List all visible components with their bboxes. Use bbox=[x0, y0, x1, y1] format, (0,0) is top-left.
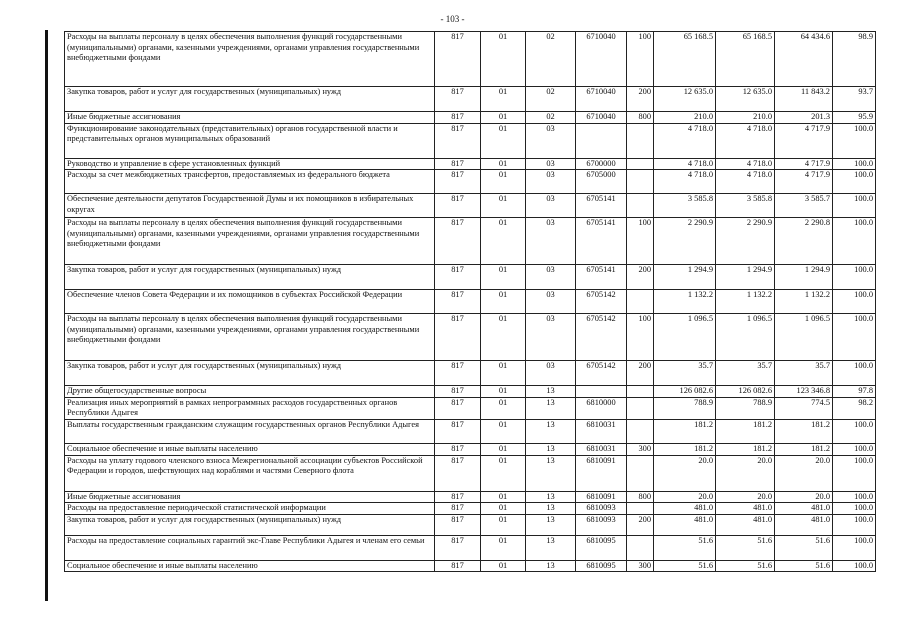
cell-percent: 100.0 bbox=[833, 491, 876, 503]
cell-section: 01 bbox=[481, 397, 526, 419]
cell-ved: 817 bbox=[435, 503, 481, 515]
cell-section: 01 bbox=[481, 218, 526, 265]
table-row bbox=[65, 265, 876, 290]
cell-target-article: 6705141 bbox=[576, 218, 627, 265]
cell-section: 01 bbox=[481, 290, 526, 314]
cell-executed: 2 290.8 bbox=[775, 218, 833, 265]
row-name: Расходы на уплату годового членского взноса Межрегиональной ассоциации субъектов Российской Федерации и городов, шефствующих над кораблями и частями Северного флота bbox=[65, 455, 435, 491]
cell-target-article: 6810000 bbox=[576, 397, 627, 419]
cell-section: 01 bbox=[481, 535, 526, 560]
cell-expense-type bbox=[627, 419, 654, 443]
cell-expense-type: 300 bbox=[627, 560, 654, 572]
cell-refined: 481.0 bbox=[716, 514, 775, 535]
row-name: Другие общегосударственные вопросы bbox=[65, 386, 435, 398]
cell-refined: 65 168.5 bbox=[716, 32, 775, 87]
cell-percent: 100.0 bbox=[833, 560, 876, 572]
cell-ved: 817 bbox=[435, 290, 481, 314]
cell-subsection: 02 bbox=[526, 87, 576, 112]
cell-subsection: 13 bbox=[526, 419, 576, 443]
cell-ved: 817 bbox=[435, 314, 481, 361]
cell-approved: 1 294.9 bbox=[654, 265, 716, 290]
cell-subsection: 03 bbox=[526, 170, 576, 194]
cell-ved: 817 bbox=[435, 514, 481, 535]
cell-approved: 1 132.2 bbox=[654, 290, 716, 314]
cell-percent: 100.0 bbox=[833, 419, 876, 443]
cell-percent: 100.0 bbox=[833, 361, 876, 386]
table-row bbox=[65, 386, 876, 398]
row-name: Расходы на предоставление социальных гарантий экс-Главе Республики Адыгея и членам его семьи bbox=[65, 535, 435, 560]
cell-target-article: 6705142 bbox=[576, 290, 627, 314]
cell-ved: 817 bbox=[435, 123, 481, 158]
cell-target-article bbox=[576, 386, 627, 398]
cell-section: 01 bbox=[481, 514, 526, 535]
cell-ved: 817 bbox=[435, 265, 481, 290]
table-row bbox=[65, 397, 876, 419]
page-number: - 103 - bbox=[440, 14, 465, 24]
cell-refined: 181.2 bbox=[716, 419, 775, 443]
table-body bbox=[65, 32, 876, 572]
cell-target-article: 6710040 bbox=[576, 87, 627, 112]
cell-percent: 100.0 bbox=[833, 514, 876, 535]
cell-percent: 93.7 bbox=[833, 87, 876, 112]
cell-refined: 12 635.0 bbox=[716, 87, 775, 112]
cell-percent: 100.0 bbox=[833, 314, 876, 361]
cell-expense-type: 300 bbox=[627, 443, 654, 455]
row-name: Иные бюджетные ассигнования bbox=[65, 112, 435, 124]
cell-expense-type bbox=[627, 290, 654, 314]
cell-subsection: 03 bbox=[526, 194, 576, 218]
table-row bbox=[65, 491, 876, 503]
cell-section: 01 bbox=[481, 194, 526, 218]
cell-target-article: 6810093 bbox=[576, 503, 627, 515]
cell-section: 01 bbox=[481, 419, 526, 443]
cell-expense-type: 100 bbox=[627, 218, 654, 265]
cell-refined: 4 718.0 bbox=[716, 170, 775, 194]
cell-subsection: 13 bbox=[526, 503, 576, 515]
cell-approved: 481.0 bbox=[654, 503, 716, 515]
cell-ved: 817 bbox=[435, 560, 481, 572]
cell-executed: 1 132.2 bbox=[775, 290, 833, 314]
table-row bbox=[65, 503, 876, 515]
cell-expense-type: 200 bbox=[627, 361, 654, 386]
row-name: Расходы на выплаты персоналу в целях обеспечения выполнения функций государственными (муниципальными) органами, казенными учреждениями, органами управления государственными внебюджетными фондами bbox=[65, 314, 435, 361]
table-row bbox=[65, 158, 876, 170]
cell-target-article: 6810095 bbox=[576, 535, 627, 560]
cell-refined: 481.0 bbox=[716, 503, 775, 515]
table-row bbox=[65, 123, 876, 158]
cell-expense-type bbox=[627, 535, 654, 560]
cell-ved: 817 bbox=[435, 112, 481, 124]
cell-percent: 98.9 bbox=[833, 32, 876, 87]
cell-executed: 20.0 bbox=[775, 455, 833, 491]
cell-target-article: 6810031 bbox=[576, 419, 627, 443]
table-row bbox=[65, 218, 876, 265]
cell-target-article: 6705000 bbox=[576, 170, 627, 194]
cell-refined: 51.6 bbox=[716, 535, 775, 560]
cell-approved: 65 168.5 bbox=[654, 32, 716, 87]
cell-target-article: 6810091 bbox=[576, 455, 627, 491]
cell-subsection: 13 bbox=[526, 455, 576, 491]
cell-expense-type bbox=[627, 123, 654, 158]
cell-section: 01 bbox=[481, 112, 526, 124]
cell-refined: 126 082.6 bbox=[716, 386, 775, 398]
table-row bbox=[65, 314, 876, 361]
cell-ved: 817 bbox=[435, 397, 481, 419]
cell-executed: 3 585.7 bbox=[775, 194, 833, 218]
cell-executed: 64 434.6 bbox=[775, 32, 833, 87]
cell-target-article: 6810095 bbox=[576, 560, 627, 572]
table-row bbox=[65, 419, 876, 443]
table-row bbox=[65, 443, 876, 455]
cell-percent: 100.0 bbox=[833, 443, 876, 455]
cell-expense-type bbox=[627, 386, 654, 398]
cell-target-article: 6810031 bbox=[576, 443, 627, 455]
cell-target-article: 6810093 bbox=[576, 514, 627, 535]
cell-expense-type bbox=[627, 158, 654, 170]
cell-expense-type: 200 bbox=[627, 514, 654, 535]
cell-percent: 100.0 bbox=[833, 503, 876, 515]
cell-approved: 51.6 bbox=[654, 560, 716, 572]
cell-approved: 4 718.0 bbox=[654, 158, 716, 170]
cell-percent: 95.9 bbox=[833, 112, 876, 124]
cell-approved: 3 585.8 bbox=[654, 194, 716, 218]
cell-expense-type bbox=[627, 397, 654, 419]
table-row bbox=[65, 194, 876, 218]
cell-subsection: 13 bbox=[526, 535, 576, 560]
cell-section: 01 bbox=[481, 158, 526, 170]
table-row bbox=[65, 32, 876, 87]
row-name: Закупка товаров, работ и услуг для государственных (муниципальных) нужд bbox=[65, 265, 435, 290]
row-name: Расходы за счет межбюджетных трансфертов, предоставляемых из федерального бюджета bbox=[65, 170, 435, 194]
cell-percent: 100.0 bbox=[833, 455, 876, 491]
cell-subsection: 03 bbox=[526, 314, 576, 361]
cell-refined: 788.9 bbox=[716, 397, 775, 419]
cell-subsection: 03 bbox=[526, 361, 576, 386]
cell-approved: 210.0 bbox=[654, 112, 716, 124]
row-name: Реализация иных мероприятий в рамках непрограммных расходов государственных органов Республики Адыгея bbox=[65, 397, 435, 419]
cell-approved: 181.2 bbox=[654, 419, 716, 443]
table-row bbox=[65, 455, 876, 491]
cell-refined: 20.0 bbox=[716, 455, 775, 491]
cell-target-article: 6710040 bbox=[576, 32, 627, 87]
cell-expense-type: 800 bbox=[627, 491, 654, 503]
cell-section: 01 bbox=[481, 123, 526, 158]
cell-ved: 817 bbox=[435, 32, 481, 87]
cell-executed: 481.0 bbox=[775, 503, 833, 515]
row-name: Обеспечение членов Совета Федерации и их помощников в субъектах Российской Федерации bbox=[65, 290, 435, 314]
row-name: Закупка товаров, работ и услуг для государственных (муниципальных) нужд bbox=[65, 514, 435, 535]
cell-percent: 100.0 bbox=[833, 194, 876, 218]
cell-ved: 817 bbox=[435, 194, 481, 218]
cell-executed: 20.0 bbox=[775, 491, 833, 503]
cell-percent: 98.2 bbox=[833, 397, 876, 419]
cell-refined: 181.2 bbox=[716, 443, 775, 455]
cell-target-article: 6705141 bbox=[576, 194, 627, 218]
row-name: Закупка товаров, работ и услуг для государственных (муниципальных) нужд bbox=[65, 87, 435, 112]
table-row bbox=[65, 535, 876, 560]
cell-approved: 35.7 bbox=[654, 361, 716, 386]
cell-percent: 100.0 bbox=[833, 265, 876, 290]
budget-table bbox=[64, 31, 876, 572]
row-name: Расходы на выплаты персоналу в целях обеспечения выполнения функций государственными (муниципальными) органами, казенными учреждениями, органами управления государственными внебюджетными фондами bbox=[65, 218, 435, 265]
table-row bbox=[65, 361, 876, 386]
row-name: Иные бюджетные ассигнования bbox=[65, 491, 435, 503]
cell-executed: 4 717.9 bbox=[775, 170, 833, 194]
cell-section: 01 bbox=[481, 170, 526, 194]
cell-ved: 817 bbox=[435, 386, 481, 398]
cell-approved: 126 082.6 bbox=[654, 386, 716, 398]
cell-expense-type: 200 bbox=[627, 87, 654, 112]
cell-section: 01 bbox=[481, 491, 526, 503]
cell-refined: 4 718.0 bbox=[716, 123, 775, 158]
cell-subsection: 03 bbox=[526, 265, 576, 290]
cell-subsection: 13 bbox=[526, 560, 576, 572]
table-row bbox=[65, 560, 876, 572]
cell-ved: 817 bbox=[435, 158, 481, 170]
cell-section: 01 bbox=[481, 265, 526, 290]
cell-percent: 100.0 bbox=[833, 158, 876, 170]
cell-subsection: 13 bbox=[526, 397, 576, 419]
row-name: Закупка товаров, работ и услуг для государственных (муниципальных) нужд bbox=[65, 361, 435, 386]
cell-section: 01 bbox=[481, 443, 526, 455]
row-name: Функционирование законодательных (представительных) органов государственной власти и представительных органов муниципальных образований bbox=[65, 123, 435, 158]
cell-expense-type bbox=[627, 194, 654, 218]
cell-refined: 4 718.0 bbox=[716, 158, 775, 170]
cell-executed: 481.0 bbox=[775, 514, 833, 535]
row-name: Расходы на предоставление периодической статистической информации bbox=[65, 503, 435, 515]
cell-refined: 3 585.8 bbox=[716, 194, 775, 218]
cell-subsection: 03 bbox=[526, 123, 576, 158]
cell-executed: 181.2 bbox=[775, 443, 833, 455]
cell-target-article: 6705142 bbox=[576, 361, 627, 386]
cell-ved: 817 bbox=[435, 491, 481, 503]
cell-executed: 774.5 bbox=[775, 397, 833, 419]
cell-percent: 97.8 bbox=[833, 386, 876, 398]
cell-refined: 51.6 bbox=[716, 560, 775, 572]
table-row bbox=[65, 290, 876, 314]
cell-approved: 20.0 bbox=[654, 491, 716, 503]
cell-subsection: 13 bbox=[526, 514, 576, 535]
row-name: Социальное обеспечение и иные выплаты населению bbox=[65, 560, 435, 572]
row-name: Социальное обеспечение и иные выплаты населению bbox=[65, 443, 435, 455]
cell-executed: 51.6 bbox=[775, 535, 833, 560]
cell-refined: 1 096.5 bbox=[716, 314, 775, 361]
cell-expense-type bbox=[627, 170, 654, 194]
cell-refined: 1 132.2 bbox=[716, 290, 775, 314]
cell-subsection: 13 bbox=[526, 386, 576, 398]
table-row bbox=[65, 170, 876, 194]
table-row bbox=[65, 514, 876, 535]
cell-subsection: 02 bbox=[526, 112, 576, 124]
cell-expense-type: 100 bbox=[627, 314, 654, 361]
cell-refined: 35.7 bbox=[716, 361, 775, 386]
cell-expense-type: 800 bbox=[627, 112, 654, 124]
cell-executed: 4 717.9 bbox=[775, 123, 833, 158]
cell-section: 01 bbox=[481, 455, 526, 491]
cell-ved: 817 bbox=[435, 218, 481, 265]
cell-ved: 817 bbox=[435, 443, 481, 455]
cell-expense-type bbox=[627, 455, 654, 491]
cell-approved: 4 718.0 bbox=[654, 123, 716, 158]
cell-ved: 817 bbox=[435, 87, 481, 112]
table-row bbox=[65, 112, 876, 124]
cell-approved: 12 635.0 bbox=[654, 87, 716, 112]
cell-target-article: 6705141 bbox=[576, 265, 627, 290]
cell-target-article: 6700000 bbox=[576, 158, 627, 170]
cell-refined: 210.0 bbox=[716, 112, 775, 124]
cell-ved: 817 bbox=[435, 170, 481, 194]
cell-approved: 51.6 bbox=[654, 535, 716, 560]
cell-executed: 35.7 bbox=[775, 361, 833, 386]
left-margin-rule bbox=[45, 30, 48, 601]
cell-expense-type bbox=[627, 503, 654, 515]
cell-subsection: 02 bbox=[526, 32, 576, 87]
cell-section: 01 bbox=[481, 87, 526, 112]
cell-ved: 817 bbox=[435, 419, 481, 443]
cell-refined: 20.0 bbox=[716, 491, 775, 503]
cell-section: 01 bbox=[481, 503, 526, 515]
row-name: Выплаты государственным гражданским служащим государственных органов Республики Адыгея bbox=[65, 419, 435, 443]
cell-executed: 123 346.8 bbox=[775, 386, 833, 398]
cell-target-article bbox=[576, 123, 627, 158]
row-name: Руководство и управление в сфере установленных функций bbox=[65, 158, 435, 170]
cell-ved: 817 bbox=[435, 361, 481, 386]
cell-ved: 817 bbox=[435, 535, 481, 560]
cell-section: 01 bbox=[481, 560, 526, 572]
cell-executed: 51.6 bbox=[775, 560, 833, 572]
cell-section: 01 bbox=[481, 361, 526, 386]
cell-percent: 100.0 bbox=[833, 535, 876, 560]
cell-section: 01 bbox=[481, 32, 526, 87]
cell-approved: 181.2 bbox=[654, 443, 716, 455]
cell-expense-type: 200 bbox=[627, 265, 654, 290]
cell-approved: 20.0 bbox=[654, 455, 716, 491]
cell-executed: 11 843.2 bbox=[775, 87, 833, 112]
cell-subsection: 13 bbox=[526, 443, 576, 455]
cell-section: 01 bbox=[481, 314, 526, 361]
row-name: Расходы на выплаты персоналу в целях обеспечения выполнения функций государственными (муниципальными) органами, казенными учреждениями, органами управления государственными внебюджетными фондами bbox=[65, 32, 435, 87]
cell-subsection: 03 bbox=[526, 290, 576, 314]
cell-percent: 100.0 bbox=[833, 290, 876, 314]
cell-target-article: 6810091 bbox=[576, 491, 627, 503]
cell-approved: 788.9 bbox=[654, 397, 716, 419]
cell-approved: 481.0 bbox=[654, 514, 716, 535]
cell-subsection: 03 bbox=[526, 158, 576, 170]
cell-section: 01 bbox=[481, 386, 526, 398]
cell-expense-type: 100 bbox=[627, 32, 654, 87]
table-row bbox=[65, 87, 876, 112]
cell-percent: 100.0 bbox=[833, 123, 876, 158]
cell-target-article: 6705142 bbox=[576, 314, 627, 361]
cell-approved: 2 290.9 bbox=[654, 218, 716, 265]
cell-ved: 817 bbox=[435, 455, 481, 491]
cell-target-article: 6710040 bbox=[576, 112, 627, 124]
cell-subsection: 03 bbox=[526, 218, 576, 265]
cell-subsection: 13 bbox=[526, 491, 576, 503]
cell-refined: 2 290.9 bbox=[716, 218, 775, 265]
cell-approved: 1 096.5 bbox=[654, 314, 716, 361]
cell-executed: 1 096.5 bbox=[775, 314, 833, 361]
cell-approved: 4 718.0 bbox=[654, 170, 716, 194]
cell-executed: 1 294.9 bbox=[775, 265, 833, 290]
cell-refined: 1 294.9 bbox=[716, 265, 775, 290]
cell-executed: 201.3 bbox=[775, 112, 833, 124]
cell-percent: 100.0 bbox=[833, 170, 876, 194]
cell-percent: 100.0 bbox=[833, 218, 876, 265]
cell-executed: 181.2 bbox=[775, 419, 833, 443]
cell-executed: 4 717.9 bbox=[775, 158, 833, 170]
row-name: Обеспечение деятельности депутатов Государственной Думы и их помощников в избирательных округах bbox=[65, 194, 435, 218]
